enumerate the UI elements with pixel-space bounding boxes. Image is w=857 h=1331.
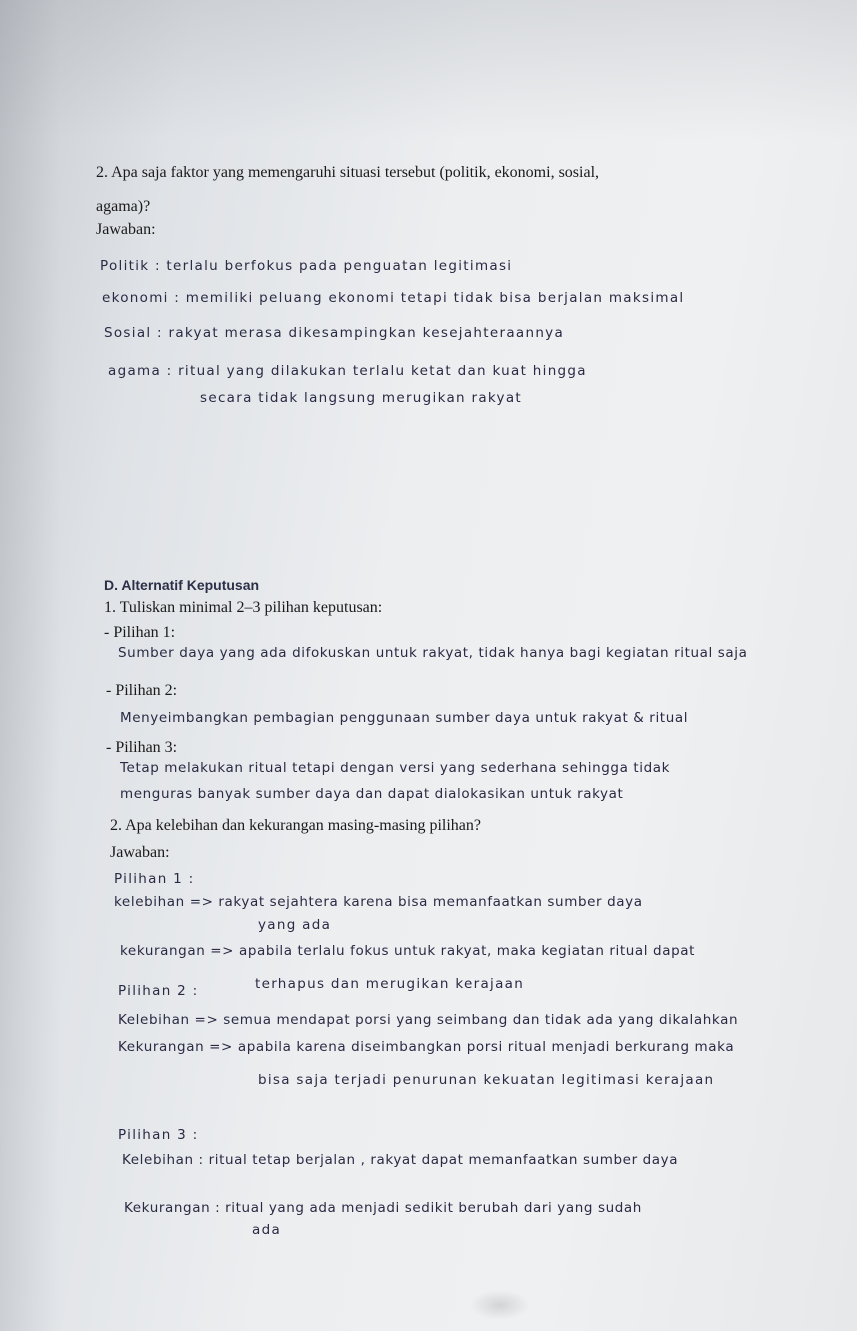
pilihan-1-kekurangan-line1: kekurangan => apabila terlalu fokus untuk rakyat, maka kegiatan ritual dapat (120, 943, 696, 959)
section-d-answer-label: Jawaban: (110, 844, 170, 861)
answer-ekonomi: ekonomi : memiliki peluang ekonomi tetapi tidak bisa berjalan maksimal (102, 290, 685, 306)
pilihan-2-heading: Pilihan 2 : (118, 983, 199, 999)
photo-shadow-top (0, 0, 857, 140)
option-1-text: Sumber daya yang ada difokuskan untuk rakyat, tidak hanya bagi kegiatan ritual saja (118, 645, 748, 661)
answer-label: Jawaban: (96, 221, 156, 238)
pilihan-3-kekurangan-line1: Kekurangan : ritual yang ada menjadi sedikit berubah dari yang sudah (124, 1200, 642, 1216)
section-d-title: D. Alternatif Keputusan (104, 577, 260, 593)
option-2-text: Menyeimbangkan pembagian penggunaan sumber daya untuk rakyat & ritual (120, 710, 689, 726)
pilihan-2-kelebihan: Kelebihan => semua mendapat porsi yang seimbang dan tidak ada yang dikalahkan (118, 1012, 739, 1028)
pilihan-1-kelebihan-line2: yang ada (258, 917, 332, 933)
pilihan-2-kekurangan-line1: Kekurangan => apabila karena diseimbangkan porsi ritual menjadi berkurang maka (118, 1039, 735, 1055)
pilihan-1-kelebihan-line1: kelebihan => rakyat sejahtera karena bisa memanfaatkan sumber daya (114, 894, 643, 910)
option-3-line1: Tetap melakukan ritual tetapi dengan versi yang sederhana sehingga tidak (120, 760, 671, 776)
answer-agama-line2: secara tidak langsung merugikan rakyat (200, 390, 522, 406)
pilihan-1-heading: Pilihan 1 : (114, 871, 195, 887)
pilihan-3-kekurangan-line2: ada (252, 1222, 282, 1238)
pilihan-2-kekurangan-line2: bisa saja terjadi penurunan kekuatan legitimasi kerajaan (258, 1072, 715, 1088)
answer-politik: Politik : terlalu berfokus pada penguatan legitimasi (100, 258, 513, 274)
option-1-label: - Pilihan 1: (104, 624, 176, 641)
pilihan-1-kekurangan-line2: terhapus dan merugikan kerajaan (255, 976, 525, 992)
answer-agama-line1: agama : ritual yang dilakukan terlalu ketat dan kuat hingga (108, 363, 587, 379)
option-3-label: - Pilihan 3: (106, 739, 178, 756)
answer-sosial: Sosial : rakyat merasa dikesampingkan kesejahteraannya (104, 325, 565, 341)
pilihan-3-heading: Pilihan 3 : (118, 1127, 199, 1143)
section-d-question-1: 1. Tuliskan minimal 2–3 pilihan keputusan: (104, 599, 383, 616)
option-2-label: - Pilihan 2: (106, 682, 178, 699)
photo-shadow-left (0, 0, 60, 1331)
section-d-question-2: 2. Apa kelebihan dan kekurangan masing-masing pilihan? (110, 817, 482, 834)
question-2-line1: 2. Apa saja faktor yang memengaruhi situasi tersebut (politik, ekonomi, sosial, (96, 164, 600, 181)
paper-crease (470, 1290, 530, 1320)
option-3-line2: menguras banyak sumber daya dan dapat dialokasikan untuk rakyat (120, 786, 624, 802)
pilihan-3-kelebihan: Kelebihan : ritual tetap berjalan , rakyat dapat memanfaatkan sumber daya (122, 1152, 679, 1168)
question-2-line2: agama)? (96, 198, 151, 215)
